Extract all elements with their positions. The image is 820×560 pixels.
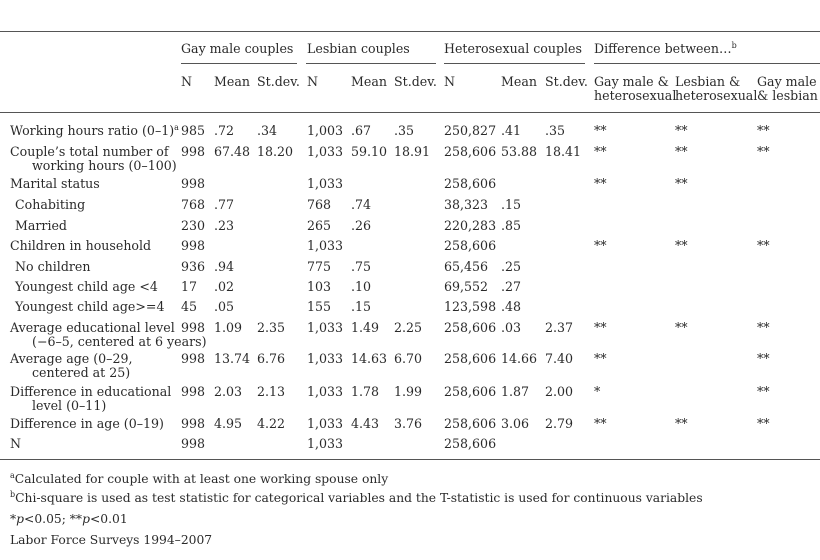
cell-l-sd: 18.91	[394, 144, 431, 159]
col-hetero-sd: St.dev.	[545, 74, 588, 89]
cell-d-gh: **	[594, 320, 607, 335]
cell-d-gh: *	[594, 384, 601, 399]
col-diff-gay-lesbian: Gay male & lesbian	[757, 74, 818, 103]
cell-d-gl: **	[757, 320, 770, 335]
row-label: Working hours ratio $(0-1)^a$	[10, 123, 179, 138]
cell-g-n: 998	[181, 144, 206, 159]
cell-g-n: 17	[181, 279, 198, 294]
cell-l-mean: 1.49	[351, 320, 380, 335]
header-difference-between: Difference between…$^b$	[594, 41, 737, 56]
cell-l-sd: 1.99	[394, 384, 423, 399]
cell-l-n: 265	[307, 218, 332, 233]
cell-g-n: 230	[181, 218, 206, 233]
col-gay-n: N	[181, 74, 193, 89]
cell-l-mean: .10	[351, 279, 372, 294]
cell-g-n: 45	[181, 299, 198, 314]
cell-g-n: 985	[181, 123, 206, 138]
col-lesbian-mean: Mean	[351, 74, 387, 89]
footnote-b: $^b$Chi-square is used as test statistic for categorical variables and the T-statistic is used for continuous variables	[10, 490, 703, 505]
cell-l-mean: 1.78	[351, 384, 380, 399]
cell-h-mean: 3.06	[501, 416, 530, 431]
cell-l-mean: 4.43	[351, 416, 380, 431]
cell-g-mean: .77	[214, 197, 235, 212]
cell-d-gh: **	[594, 176, 607, 191]
col-hetero-mean: Mean	[501, 74, 537, 89]
cell-d-lh: **	[675, 416, 688, 431]
row-label: Married	[15, 218, 67, 233]
row-label: Cohabiting	[15, 197, 86, 212]
gay-group-rule	[181, 63, 297, 64]
cell-h-mean: 1.87	[501, 384, 530, 399]
cell-g-n: 998	[181, 176, 206, 191]
hetero-group-rule	[444, 63, 585, 64]
row-label: Youngest child age <4	[15, 279, 158, 294]
cell-d-lh: **	[675, 238, 688, 253]
cell-g-mean: .02	[214, 279, 235, 294]
cell-g-mean: 1.09	[214, 320, 243, 335]
cell-h-n: 38,323	[444, 197, 489, 212]
cell-g-sd: 2.35	[257, 320, 286, 335]
cell-d-gh: **	[594, 144, 607, 159]
difference-group-rule	[594, 63, 820, 64]
cell-h-n: 220,283	[444, 218, 497, 233]
cell-d-gl: **	[757, 416, 770, 431]
cell-l-sd: 6.70	[394, 351, 423, 366]
cell-g-mean: .72	[214, 123, 235, 138]
cell-h-n: 250,827	[444, 123, 497, 138]
cell-l-mean: .74	[351, 197, 372, 212]
cell-l-n: 775	[307, 259, 332, 274]
cell-l-mean: 14.63	[351, 351, 388, 366]
cell-d-gl: **	[757, 384, 770, 399]
col-diff-lesbian-hetero: Lesbian & heterosexual	[675, 74, 758, 103]
header-lesbian-couples: Lesbian couples	[307, 41, 410, 56]
row-label: Marital status	[10, 176, 100, 191]
cell-l-sd: .35	[394, 123, 415, 138]
cell-l-sd: 3.76	[394, 416, 423, 431]
cell-g-n: 998	[181, 416, 206, 431]
cell-g-mean: .94	[214, 259, 235, 274]
row-label: Youngest child age>=4	[15, 299, 165, 314]
cell-l-n: 1,033	[307, 351, 344, 366]
cell-d-gh: **	[594, 351, 607, 366]
table-bottom-rule	[0, 459, 820, 460]
cell-g-mean: 13.74	[214, 351, 251, 366]
cell-l-mean: .75	[351, 259, 372, 274]
cell-g-n: 768	[181, 197, 206, 212]
footnote-a: $^a$Calculated for couple with at least one working spouse only	[10, 471, 389, 486]
row-label: Couple’s total number of working hours (0–100)	[10, 144, 177, 173]
cell-d-gl: **	[757, 123, 770, 138]
cell-h-n: 65,456	[444, 259, 489, 274]
lesbian-group-rule	[306, 63, 436, 64]
row-label: Children in household	[10, 238, 152, 253]
cell-l-n: 1,033	[307, 176, 344, 191]
table-top-rule	[0, 31, 820, 32]
col-gay-mean: Mean	[214, 74, 250, 89]
cell-h-n: 258,606	[444, 384, 497, 399]
cell-h-sd: 2.37	[545, 320, 574, 335]
cell-g-n: 998	[181, 238, 206, 253]
cell-l-n: 1,033	[307, 238, 344, 253]
cell-l-n: 103	[307, 279, 332, 294]
cell-l-n: 1,033	[307, 384, 344, 399]
cell-l-sd: 2.25	[394, 320, 423, 335]
cell-d-lh: **	[675, 144, 688, 159]
cell-d-gl: **	[757, 238, 770, 253]
cell-h-mean: .25	[501, 259, 522, 274]
cell-h-n: 69,552	[444, 279, 489, 294]
header-heterosexual-couples: Heterosexual couples	[444, 41, 582, 56]
cell-h-mean: .15	[501, 197, 522, 212]
cell-l-n: 1,033	[307, 320, 344, 335]
cell-h-n: 258,606	[444, 351, 497, 366]
cell-l-mean: .15	[351, 299, 372, 314]
cell-d-lh: **	[675, 320, 688, 335]
row-label: Average age (0–29, centered at 25)	[10, 351, 133, 380]
cell-g-sd: 2.13	[257, 384, 286, 399]
cell-g-n: 998	[181, 384, 206, 399]
row-label: N	[10, 436, 22, 451]
cell-d-lh: **	[675, 176, 688, 191]
cell-d-lh: **	[675, 123, 688, 138]
cell-l-n: 1,033	[307, 144, 344, 159]
cell-g-mean: 4.95	[214, 416, 243, 431]
row-label: Average educational level (−6–5, centered at 6 years)	[10, 320, 207, 349]
cell-g-mean: 67.48	[214, 144, 251, 159]
cell-l-n: 1,003	[307, 123, 344, 138]
col-gay-sd: St.dev.	[257, 74, 300, 89]
cell-h-sd: 18.41	[545, 144, 582, 159]
cell-l-mean: .26	[351, 218, 372, 233]
cell-h-sd: 2.79	[545, 416, 574, 431]
cell-d-gh: **	[594, 123, 607, 138]
cell-g-mean: .05	[214, 299, 235, 314]
col-hetero-n: N	[444, 74, 456, 89]
cell-h-mean: .41	[501, 123, 522, 138]
header-gay-male-couples: Gay male couples	[181, 41, 294, 56]
col-lesbian-n: N	[307, 74, 319, 89]
col-diff-gay-hetero: Gay male & heterosexual	[594, 74, 677, 103]
cell-d-gh: **	[594, 416, 607, 431]
cell-h-n: 258,606	[444, 436, 497, 451]
cell-h-mean: .03	[501, 320, 522, 335]
cell-h-n: 258,606	[444, 176, 497, 191]
cell-h-mean: 53.88	[501, 144, 538, 159]
cell-g-n: 998	[181, 436, 206, 451]
cell-g-sd: 18.20	[257, 144, 294, 159]
cell-l-n: 155	[307, 299, 332, 314]
cell-h-mean: .85	[501, 218, 522, 233]
row-label: Difference in age (0–19)	[10, 416, 164, 431]
row-label: Difference in educational level (0–11)	[10, 384, 172, 413]
cell-g-mean: 2.03	[214, 384, 243, 399]
cell-h-n: 258,606	[444, 416, 497, 431]
cell-h-sd: 7.40	[545, 351, 574, 366]
cell-h-mean: .48	[501, 299, 522, 314]
cell-l-n: 768	[307, 197, 332, 212]
cell-g-n: 936	[181, 259, 206, 274]
row-label: No children	[15, 259, 91, 274]
cell-g-n: 998	[181, 320, 206, 335]
cell-h-sd: .35	[545, 123, 566, 138]
cell-h-mean: 14.66	[501, 351, 538, 366]
cell-d-gl: **	[757, 351, 770, 366]
cell-d-gl: **	[757, 144, 770, 159]
cell-g-mean: .23	[214, 218, 235, 233]
cell-l-mean: 59.10	[351, 144, 388, 159]
cell-h-n: 123,598	[444, 299, 497, 314]
cell-l-n: 1,033	[307, 436, 344, 451]
cell-h-n: 258,606	[444, 320, 497, 335]
cell-h-sd: 2.00	[545, 384, 574, 399]
cell-d-gh: **	[594, 238, 607, 253]
cell-h-mean: .27	[501, 279, 522, 294]
col-lesbian-sd: St.dev.	[394, 74, 437, 89]
cell-l-n: 1,033	[307, 416, 344, 431]
significance-note: *p<0.05; **p<0.01	[10, 512, 128, 526]
cell-g-sd: .34	[257, 123, 278, 138]
cell-h-n: 258,606	[444, 238, 497, 253]
cell-g-sd: 4.22	[257, 416, 286, 431]
header-bottom-rule	[0, 112, 820, 113]
cell-l-mean: .67	[351, 123, 372, 138]
cell-g-sd: 6.76	[257, 351, 286, 366]
source-note: Labor Force Surveys 1994–2007	[10, 533, 213, 547]
cell-g-n: 998	[181, 351, 206, 366]
cell-h-n: 258,606	[444, 144, 497, 159]
